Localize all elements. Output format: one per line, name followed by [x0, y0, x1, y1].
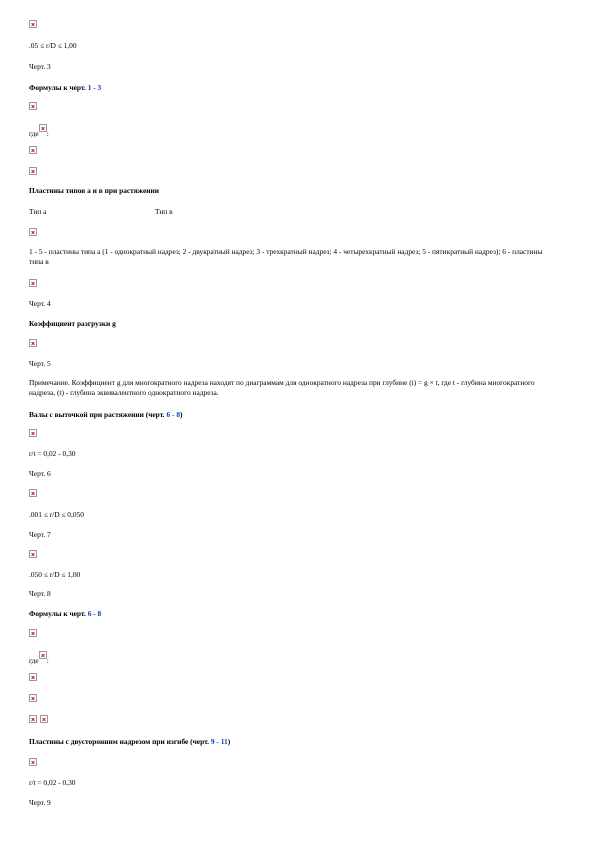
figure-caption: Черт. 8	[29, 589, 51, 598]
figure-link[interactable]: 9 - 11	[210, 737, 228, 746]
figure-caption: Черт. 9	[29, 798, 51, 807]
figure-caption: Черт. 3	[29, 62, 51, 71]
figure-link[interactable]: 6 - 8	[87, 609, 102, 618]
section-heading: Пластины типов a и в при растяжении	[29, 186, 160, 195]
where-text: где	[29, 129, 39, 138]
type-a-label: Тип a	[29, 207, 47, 216]
heading-text: Формулы к черт.	[29, 83, 88, 92]
heading-text-end: )	[227, 737, 231, 746]
broken-image-icon	[29, 102, 37, 110]
inline-formula-image	[39, 124, 47, 132]
broken-image-icon	[29, 228, 37, 236]
figure-link[interactable]: 1 - 3	[87, 83, 102, 92]
formula-range-text: .050 ≤ r/D ≤ 1,00	[29, 570, 81, 579]
broken-image-icon	[29, 339, 37, 347]
formula-range-text: r/t = 0,02 - 0,30	[29, 449, 76, 458]
broken-image-icon	[29, 694, 37, 702]
broken-image-icon	[29, 673, 37, 681]
type-labels-row	[29, 207, 329, 217]
section-heading: Коэффициент разгрузки g	[29, 319, 116, 328]
broken-image-icon	[40, 715, 48, 723]
heading-text: Формулы к черт.	[29, 609, 88, 618]
section-heading	[29, 410, 183, 420]
broken-image-icon	[39, 124, 47, 132]
broken-image-icon	[29, 758, 37, 766]
figure-legend: 1 - 5 - пластины типа a (1 - однократный надрез; 2 - двукратный надрез; 3 - трехкратный надрез; 4 - четырехкратный надрез; 5 - пятикратный надрез); 6 - пластины типа в	[29, 247, 543, 266]
inline-formula-image	[39, 651, 47, 659]
note-paragraph: Примечание. Коэффициент g для многократного надреза находят по диаграммам для однократного надреза при глубине (t) = g × t, где t - глубина многократного надреза, (t) - глубина эквивалентного однократного надреза.	[29, 378, 535, 397]
broken-image-icon	[29, 489, 37, 497]
broken-image-icon	[39, 651, 47, 659]
broken-image-icon	[29, 629, 37, 637]
figure-caption: Черт. 7	[29, 530, 51, 539]
where-text: где	[29, 656, 39, 665]
where-line	[29, 124, 49, 139]
formula-range-text: .001 ≤ r/D ≤ 0,050	[29, 510, 84, 519]
figure-link[interactable]: 6 - 8	[166, 410, 181, 419]
broken-image-icon	[29, 550, 37, 558]
broken-image-icon	[29, 146, 37, 154]
section-heading	[29, 737, 230, 747]
section-heading	[29, 609, 101, 619]
broken-image-icon	[29, 167, 37, 175]
heading-text: Пластины с двусторонним надрезом при изгибе (черт.	[29, 737, 211, 746]
formula-range-text: r/t = 0,02 - 0,30	[29, 778, 76, 787]
figure-caption: Черт. 6	[29, 469, 51, 478]
formula-range-text: .05 ≤ r/D ≤ 1,00	[29, 41, 77, 50]
section-heading	[29, 83, 101, 93]
broken-image-icon	[29, 20, 37, 28]
heading-text-end: )	[180, 410, 183, 419]
type-b-label: Тип в	[155, 207, 173, 216]
broken-image-icon	[29, 279, 37, 287]
broken-image-icon	[29, 715, 37, 723]
where-colon: :	[46, 129, 49, 138]
where-line	[29, 651, 49, 666]
figure-caption: Черт. 4	[29, 299, 51, 308]
broken-image-icon	[29, 429, 37, 437]
heading-text: Валы с выточкой при растяжении (черт.	[29, 410, 167, 419]
where-colon: :	[46, 656, 49, 665]
figure-caption: Черт. 5	[29, 359, 51, 368]
